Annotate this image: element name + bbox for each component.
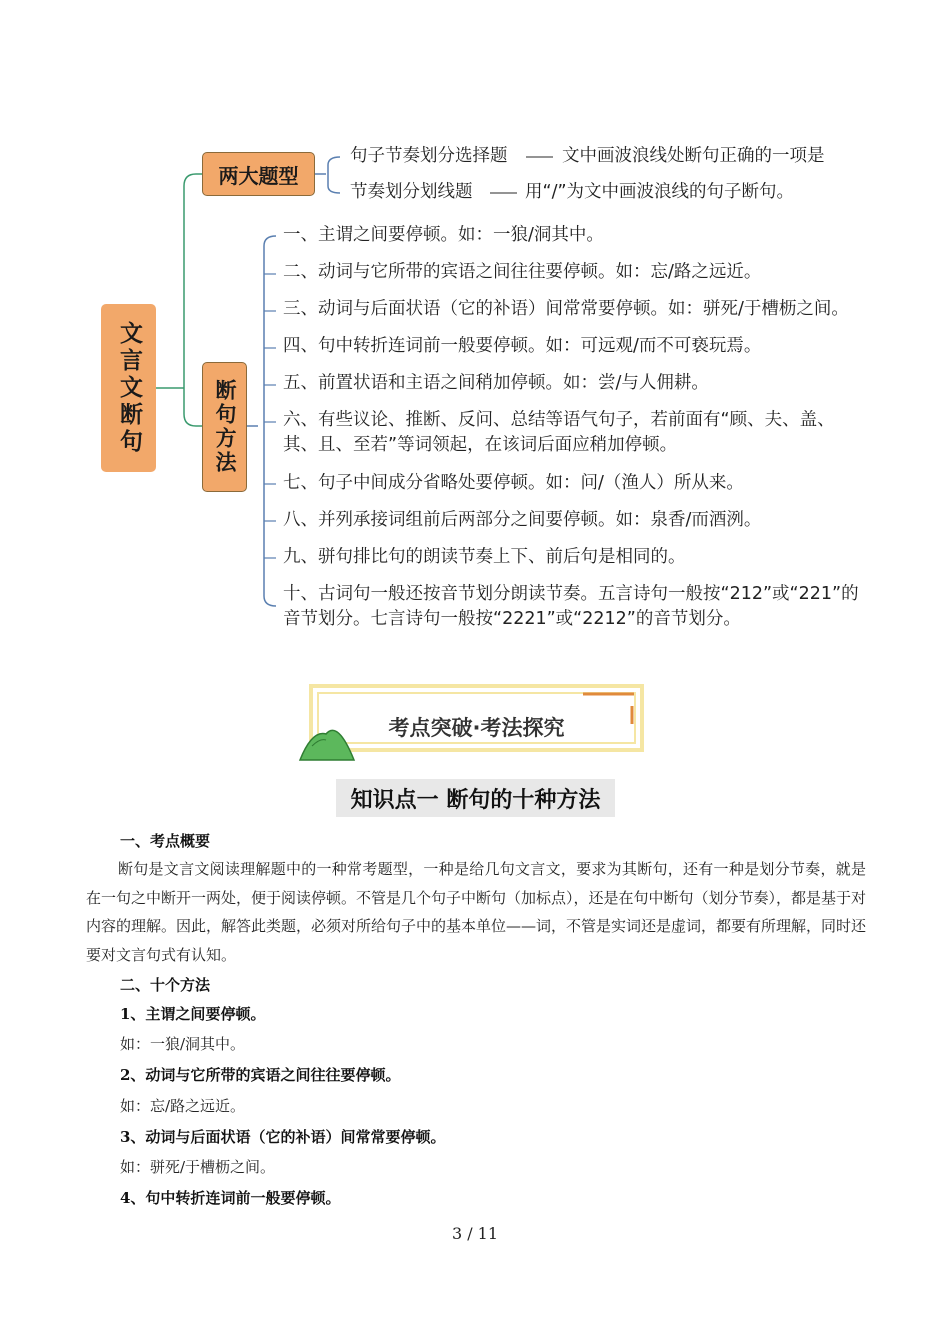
method-10: 十、古词句一般还按音节划分朗读节奏。五言诗句一般按“212”或“221”的音节划分。七言诗句一般按“2221”或“2212”的音节划分。 [283, 584, 859, 629]
method-9: 九、骈句排比句的朗读节奏上下、前后句是相同的。 [283, 547, 686, 567]
type-2-left: 节奏划分划线题 [350, 182, 473, 202]
types-node [202, 152, 315, 196]
item-1-title: 1、主谓之间要停顿。 [120, 1005, 266, 1023]
heading-overview: 一、考点概要 [120, 832, 211, 850]
mindmap-root-label: 文言文断句 [116, 320, 142, 456]
banner-title: 考点突破·考法探究 [388, 716, 565, 740]
item-3-title: 3、动词与后面状语（它的补语）间常常要停顿。 [120, 1128, 446, 1146]
item-4-title: 4、句中转折连词前一般要停顿。 [120, 1189, 341, 1207]
methods-node [202, 362, 247, 492]
method-5: 五、前置状语和主语之间稍加停顿。如：尝/与人佣耕。 [283, 373, 709, 393]
method-7: 七、句子中间成分省略处要停顿。如：问/（渔人）所从来。 [283, 473, 744, 493]
section-title: 知识点一 断句的十种方法 [336, 779, 615, 817]
types-node-label: 两大题型 [218, 163, 299, 188]
method-2: 二、动词与它所带的宾语之间往往要停顿。如：忘/路之远近。 [283, 262, 762, 282]
method-1: 一、主谓之间要停顿。如：一狼/洞其中。 [283, 225, 604, 245]
page-number: 3 / 11 [451, 1224, 499, 1243]
banner-decoration [298, 690, 643, 765]
methods-node-label: 断句方法 [213, 379, 237, 475]
mindmap-root [101, 304, 156, 472]
item-1-example: 如：一狼/洞其中。 [120, 1035, 246, 1053]
item-2-example: 如：忘/路之远近。 [120, 1097, 246, 1115]
overview-paragraph: 断句是文言文阅读理解题中的一种常考题型，一种是给几句文言文，要求为其断句，还有一种是划分节奏，就是在一句之中断开一两处，便于阅读停顿。不管是几个句子中断句（加标点），还是在句中断句（划分节奏），都是基于对内容的理解。因此，解答此类题，必须对所给句子中的基本单位——词，不管是实词还是虚词，都要有所理解，同时还要对文言句式有认知。 [86, 860, 867, 964]
hill-icon [300, 730, 354, 760]
type-1-right: 文中画波浪线处断句正确的一项是 [562, 146, 825, 166]
type-2-right: 用“/”为文中画波浪线的句子断句。 [525, 182, 795, 202]
type-1-left: 句子节奏划分选择题 [350, 146, 508, 166]
method-8: 八、并列承接词组前后两部分之间要停顿。如：泉香/而酒洌。 [283, 510, 762, 530]
item-3-example: 如：骈死/于槽枥之间。 [120, 1158, 276, 1176]
item-2-title: 2、动词与它所带的宾语之间往往要停顿。 [120, 1066, 401, 1084]
method-6: 六、有些议论、推断、反问、总结等语气句子，若前面有“顾、夫、盖、其、且、至若”等词领起，在该词后面应稍加停顿。 [283, 410, 835, 455]
method-4: 四、句中转折连词前一般要停顿。如：可远观/而不可亵玩焉。 [283, 336, 762, 356]
method-3: 三、动词与后面状语（它的补语）间常常要停顿。如：骈死/于槽枥之间。 [283, 299, 849, 319]
heading-ten-methods: 二、十个方法 [120, 976, 211, 994]
